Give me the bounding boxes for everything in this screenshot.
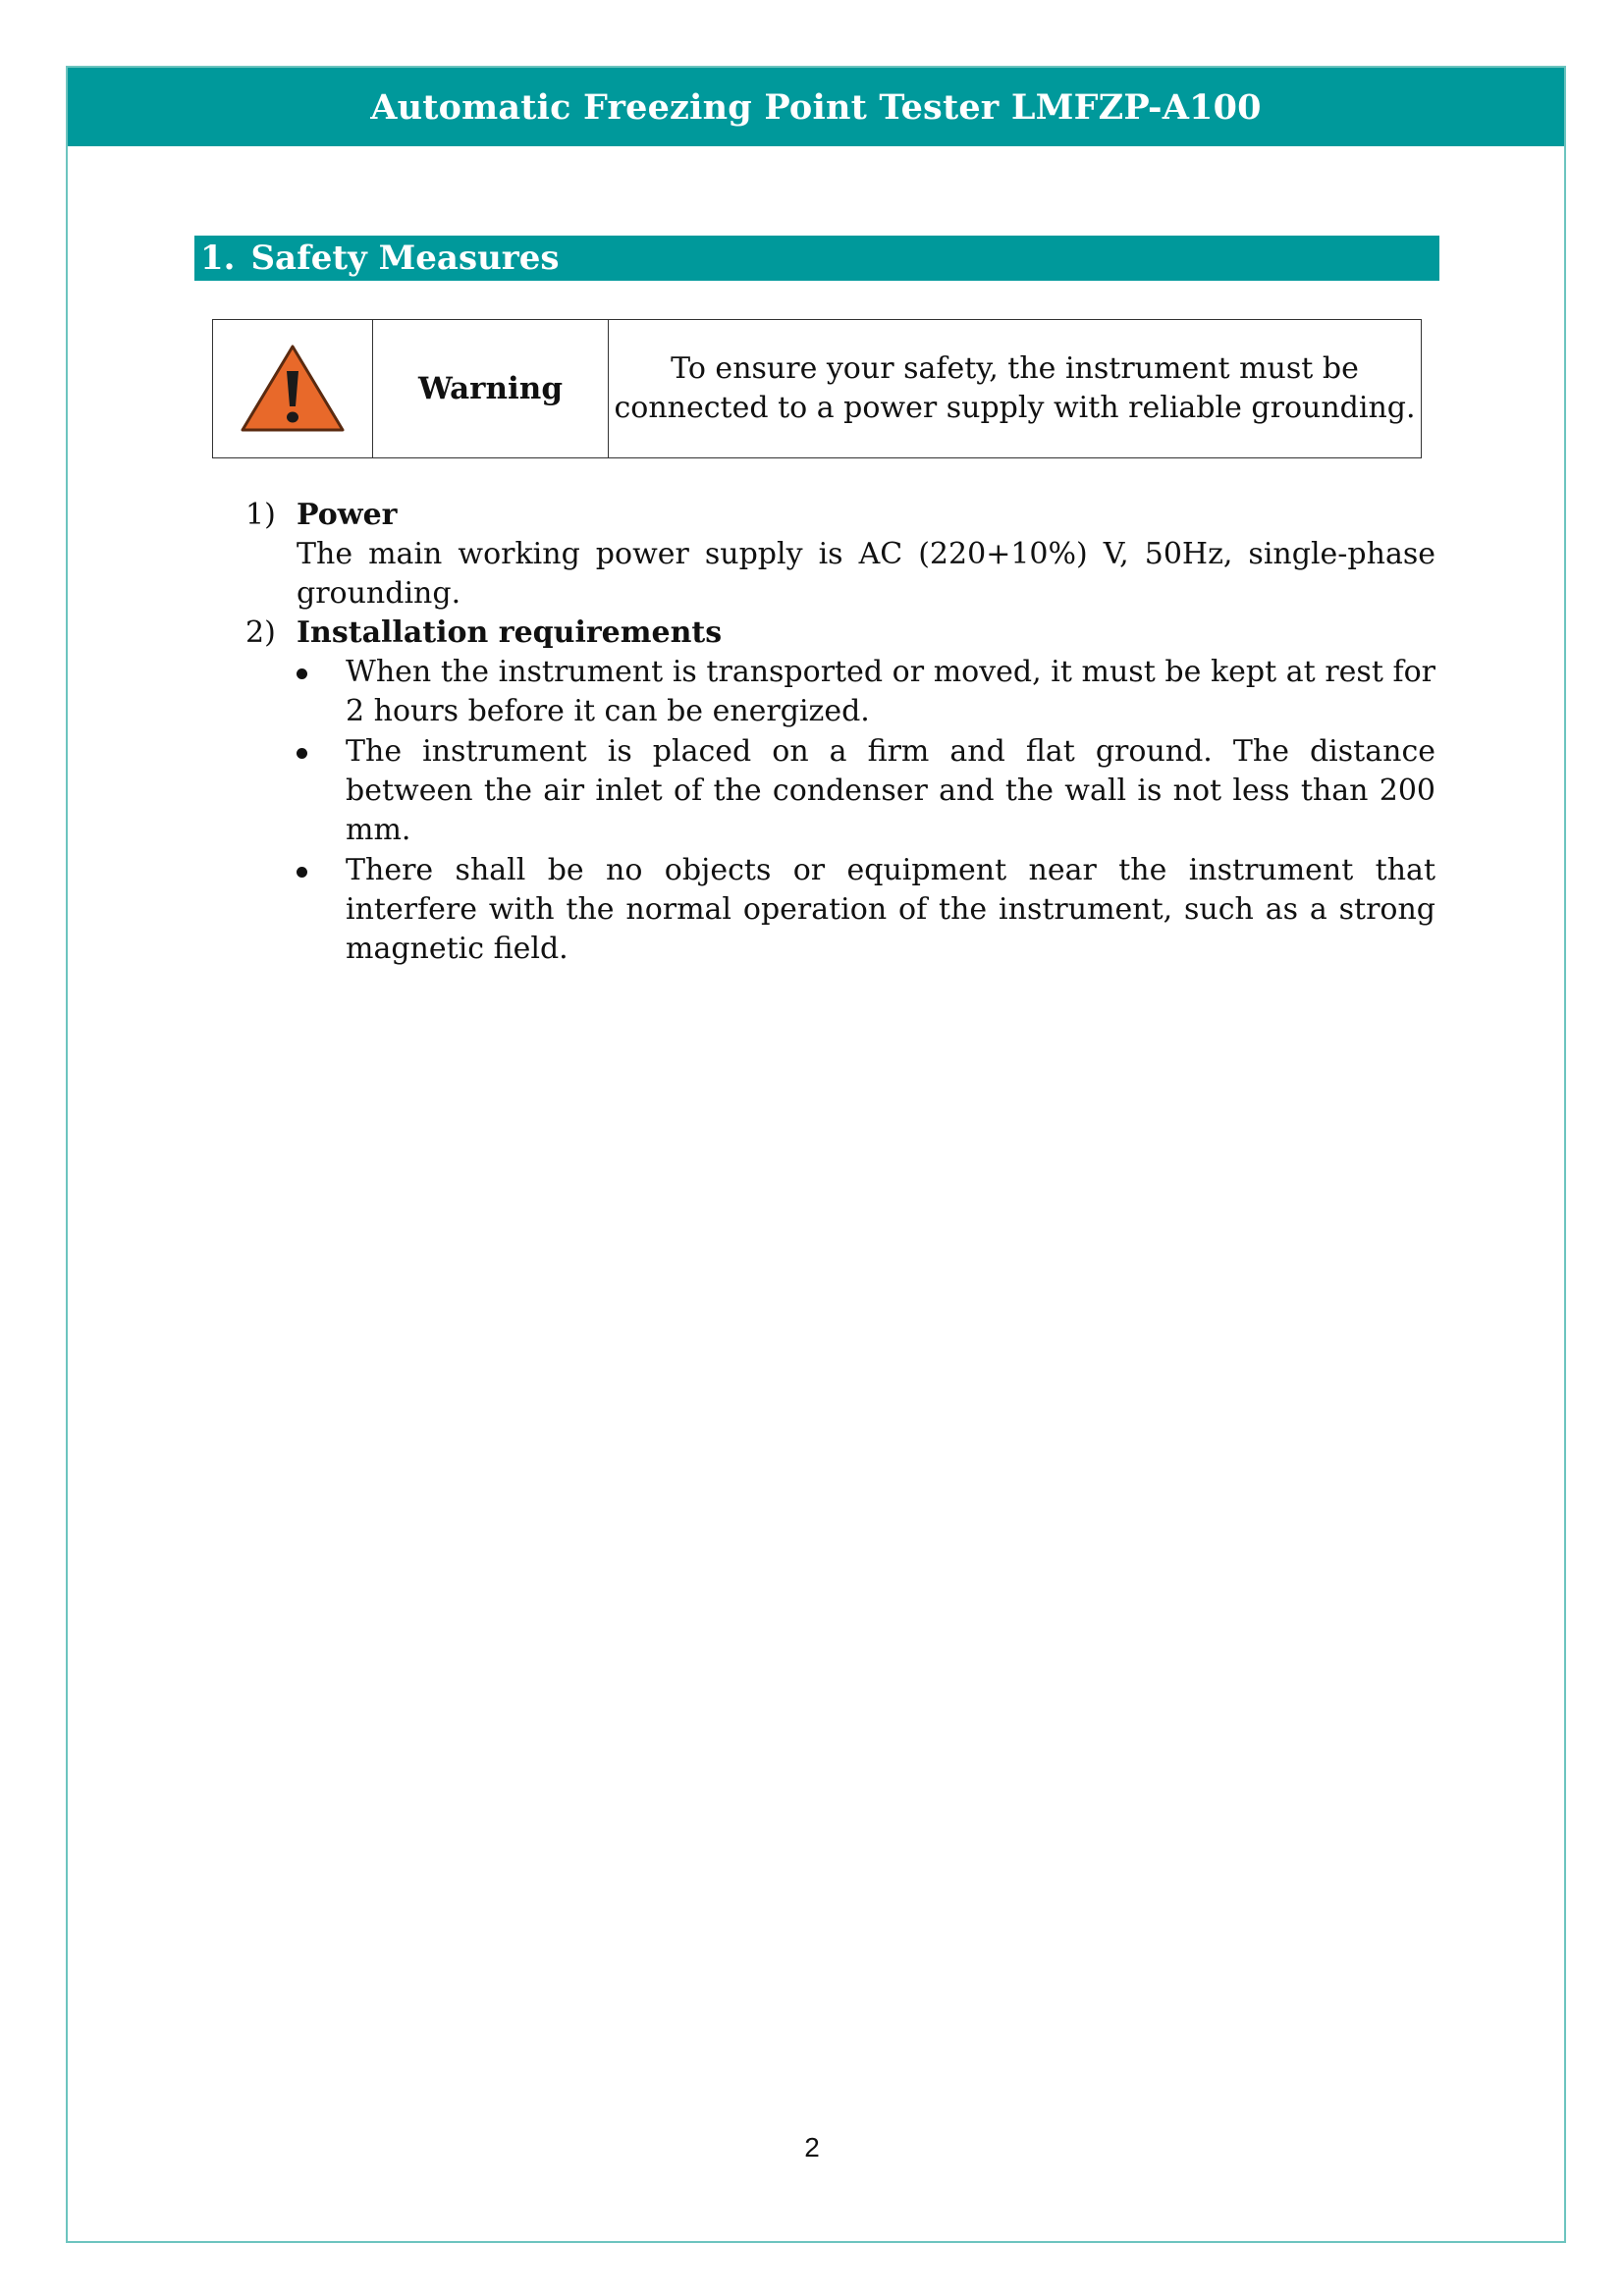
list-item-power [245, 496, 1435, 614]
page-number: 2 [804, 2132, 820, 2163]
bullet-icon [297, 748, 307, 759]
section-title: Safety Measures [250, 239, 560, 278]
bullet-text: The instrument is placed on a firm and flat ground. The distance between the air inlet of the condenser and the wall is not less than 200 mm. [346, 734, 1435, 847]
section-heading [194, 236, 1439, 281]
warning-table [212, 319, 1422, 458]
warning-label: Warning [417, 371, 564, 406]
page-header-title: Automatic Freezing Point Tester LMFZP-A100 [370, 86, 1262, 128]
bullet-text: When the instrument is transported or moved, it must be kept at rest for 2 hours before it can be energized. [346, 655, 1435, 728]
warning-text-line-1: To ensure your safety, the instrument must be [671, 351, 1359, 386]
installation-heading: Installation requirements [297, 615, 723, 650]
power-heading: Power [297, 498, 398, 532]
bullet-item [297, 732, 1435, 850]
bullet-item [297, 653, 1435, 731]
warning-text-cell [609, 320, 1421, 457]
list-marker: 2) [245, 615, 276, 650]
bullet-icon [297, 867, 307, 878]
list-item-installation [245, 614, 1435, 969]
section-number: 1. [200, 239, 236, 278]
safety-content [245, 496, 1435, 970]
power-text: The main working power supply is AC (220+10%) V, 50Hz, single-phase grounding. [297, 537, 1435, 611]
list-marker: 1) [245, 498, 276, 532]
installation-bullets [297, 653, 1435, 969]
bullet-text: There shall be no objects or equipment near the instrument that interfere with the normal operation of the instrument, such as a strong magnetic field. [346, 853, 1435, 966]
warning-label-cell [373, 320, 609, 457]
warning-triangle-icon [238, 342, 348, 436]
bullet-icon [297, 668, 307, 679]
page-header [68, 68, 1564, 146]
bullet-item [297, 851, 1435, 969]
warning-text-line-2: connected to a power supply with reliable grounding. [614, 391, 1416, 425]
warning-icon-cell [213, 320, 373, 457]
